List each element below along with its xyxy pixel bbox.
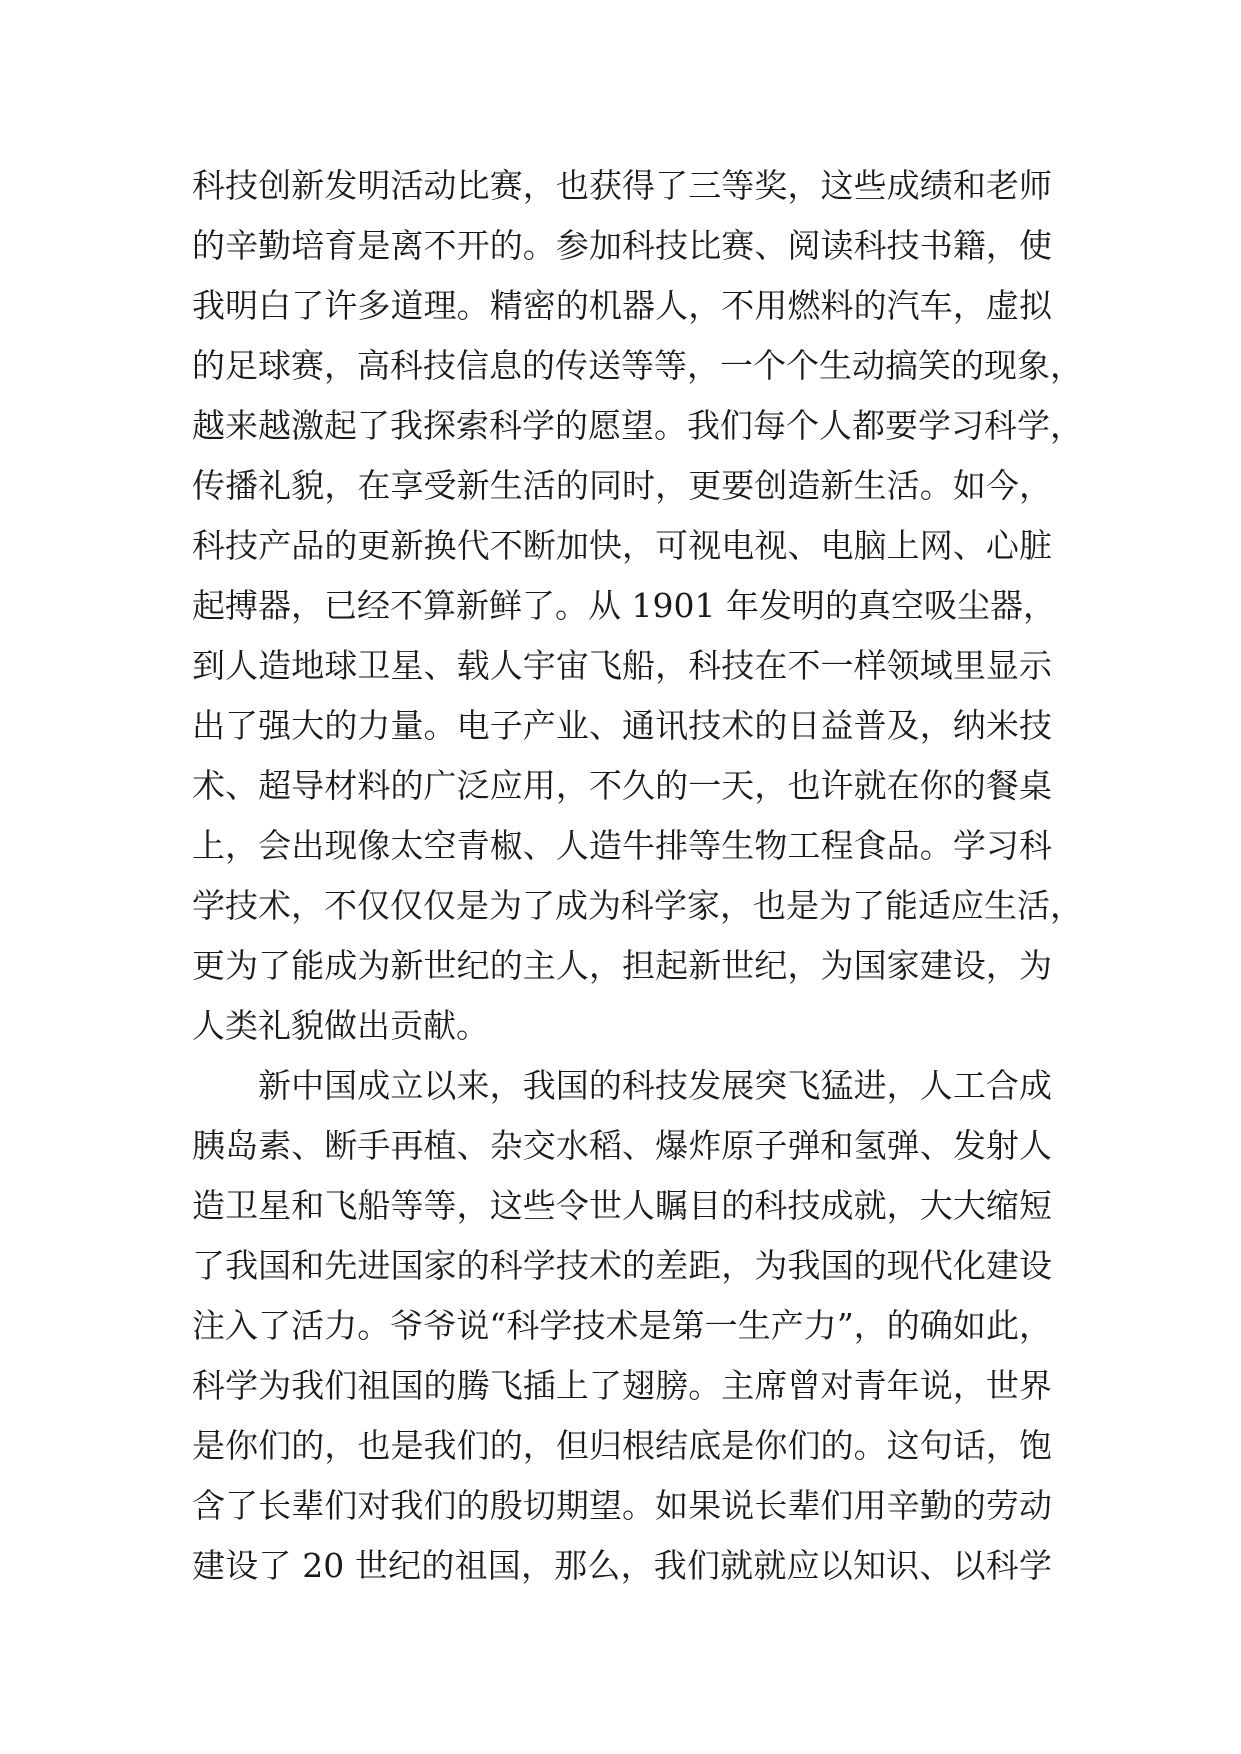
- text-line: 建设了 20 世纪的祖国，那么，我们就就应以知识、以科学: [192, 1546, 1052, 1585]
- text-line: 术、超导材料的广泛应用，不久的一天，也许就在你的餐桌: [192, 766, 1052, 805]
- text-line: 人类礼貌做出贡献。: [192, 1006, 489, 1045]
- text-line: 胰岛素、断手再植、杂交水稻、爆炸原子弹和氢弹、发射人: [192, 1126, 1052, 1165]
- text-line: 含了长辈们对我们的殷切期望。如果说长辈们用辛勤的劳动: [192, 1486, 1052, 1525]
- text-line: 出了强大的力量。电子产业、通讯技术的日益普及，纳米技: [192, 706, 1052, 745]
- text-line: 科技产品的更新换代不断加快，可视电视、电脑上网、心脏: [192, 526, 1052, 565]
- text-line: 了我国和先进国家的科学技术的差距，为我国的现代化建设: [192, 1246, 1052, 1285]
- text-line: 的辛勤培育是离不开的。参加科技比赛、阅读科技书籍，使: [192, 226, 1052, 265]
- text-line: 注入了活力。爷爷说“科学技术是第一生产力”，的确如此，: [192, 1306, 1052, 1345]
- text-line: 更为了能成为新世纪的主人，担起新世纪，为国家建设，为: [192, 946, 1052, 985]
- text-line: 传播礼貌，在享受新生活的同时，更要创造新生活。如今，: [192, 466, 1052, 505]
- text-line: 起搏器，已经不算新鲜了。从 1901 年发明的真空吸尘器，: [192, 586, 1056, 625]
- text-line: 科学为我们祖国的腾飞插上了翅膀。主席曾对青年说，世界: [192, 1366, 1052, 1405]
- text-line: 是你们的，也是我们的，但归根结底是你们的。这句话，饱: [192, 1426, 1052, 1465]
- text-line: 的足球赛，高科技信息的传送等等，一个个生动搞笑的现象，: [192, 346, 1083, 385]
- text-line: 上，会出现像太空青椒、人造牛排等生物工程食品。学习科: [192, 826, 1052, 865]
- text-line: 造卫星和飞船等等，这些令世人瞩目的科技成就，大大缩短: [192, 1186, 1052, 1225]
- text-line: 学技术，不仅仅仅是为了成为科学家，也是为了能适应生活，: [192, 886, 1083, 925]
- text-line: 科技创新发明活动比赛，也获得了三等奖，这些成绩和老师: [192, 166, 1052, 205]
- text-line: 到人造地球卫星、载人宇宙飞船，科技在不一样领域里显示: [192, 646, 1052, 685]
- body-text: [192, 156, 1083, 1596]
- text-line: 越来越激起了我探索科学的愿望。我们每个人都要学习科学，: [192, 406, 1083, 445]
- text-line: 新中国成立以来，我国的科技发展突飞猛进，人工合成: [258, 1066, 1052, 1105]
- text-line: 我明白了许多道理。精密的机器人，不用燃料的汽车，虚拟: [192, 286, 1052, 325]
